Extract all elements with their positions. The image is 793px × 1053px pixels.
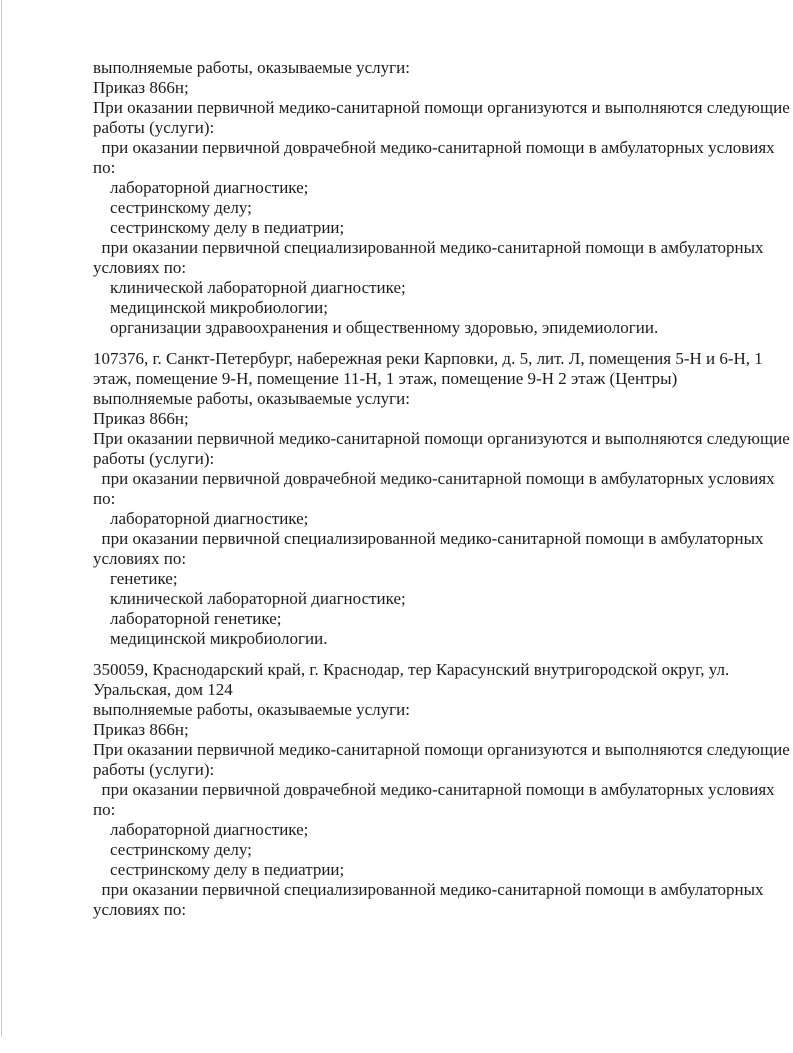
text-line: сестринскому делу; — [93, 198, 252, 217]
address-section-saint-petersburg — [93, 349, 790, 649]
text-line: при оказании первичной доврачебной медико-санитарной помощи в амбулаторных условиях — [93, 780, 775, 799]
text-line: Приказ 866н; — [93, 409, 189, 428]
text-line: условиях по: — [93, 549, 187, 568]
text-line: условиях по: — [93, 900, 187, 919]
text-line: лабораторной генетике; — [93, 609, 282, 628]
address-section-krasnodar — [93, 660, 790, 920]
text-line: выполняемые работы, оказываемые услуги: — [93, 389, 410, 408]
text-line: работы (услуги): — [93, 449, 215, 468]
text-line: условиях по: — [93, 258, 187, 277]
text-line: Уральская, дом 124 — [93, 680, 233, 699]
text-line: сестринскому делу в педиатрии; — [93, 860, 345, 879]
text-line: генетике; — [93, 569, 178, 588]
text-line: При оказании первичной медико-санитарной помощи организуются и выполняются следующие — [93, 740, 790, 759]
text-line: по: — [93, 800, 116, 819]
text-line: работы (услуги): — [93, 118, 215, 137]
left-edge-divider — [1, 0, 2, 1037]
text-line: по: — [93, 158, 116, 177]
text-line: лабораторной диагностике; — [93, 509, 309, 528]
text-line: при оказании первичной специализированной медико-санитарной помощи в амбулаторных — [93, 880, 764, 899]
text-line: при оказании первичной доврачебной медико-санитарной помощи в амбулаторных условиях — [93, 138, 775, 157]
text-line: 350059, Краснодарский край, г. Краснодар, тер Карасунский внутригородской округ, ул. — [93, 660, 730, 679]
services-section-1 — [93, 58, 790, 338]
text-line: выполняемые работы, оказываемые услуги: — [93, 58, 410, 77]
text-line: медицинской микробиологии; — [93, 298, 328, 317]
text-line: лабораторной диагностике; — [93, 820, 309, 839]
text-line: медицинской микробиологии. — [93, 629, 328, 648]
text-line: по: — [93, 489, 116, 508]
text-line: При оказании первичной медико-санитарной помощи организуются и выполняются следующие — [93, 98, 790, 117]
text-line: Приказ 866н; — [93, 78, 189, 97]
text-line: клинической лабораторной диагностике; — [93, 278, 406, 297]
text-line: лабораторной диагностике; — [93, 178, 309, 197]
text-line: клинической лабораторной диагностике; — [93, 589, 406, 608]
text-line: При оказании первичной медико-санитарной помощи организуются и выполняются следующие — [93, 429, 790, 448]
text-line: сестринскому делу; — [93, 840, 252, 859]
text-line: при оказании первичной доврачебной медико-санитарной помощи в амбулаторных условиях — [93, 469, 775, 488]
text-line: работы (услуги): — [93, 760, 215, 779]
text-line: при оказании первичной специализированной медико-санитарной помощи в амбулаторных — [93, 238, 764, 257]
text-line: организации здравоохранения и общественному здоровью, эпидемиологии. — [93, 318, 659, 337]
text-line: при оказании первичной специализированной медико-санитарной помощи в амбулаторных — [93, 529, 764, 548]
text-line: выполняемые работы, оказываемые услуги: — [93, 700, 410, 719]
text-line: сестринскому делу в педиатрии; — [93, 218, 345, 237]
text-line: 107376, г. Санкт-Петербург, набережная реки Карповки, д. 5, лит. Л, помещения 5-Н и 6-Н, 1 — [93, 349, 763, 368]
text-line: Приказ 866н; — [93, 720, 189, 739]
license-text-container — [93, 58, 790, 931]
text-line: этаж, помещение 9-Н, помещение 11-Н, 1 этаж, помещение 9-Н 2 этаж (Центры) — [93, 369, 678, 388]
